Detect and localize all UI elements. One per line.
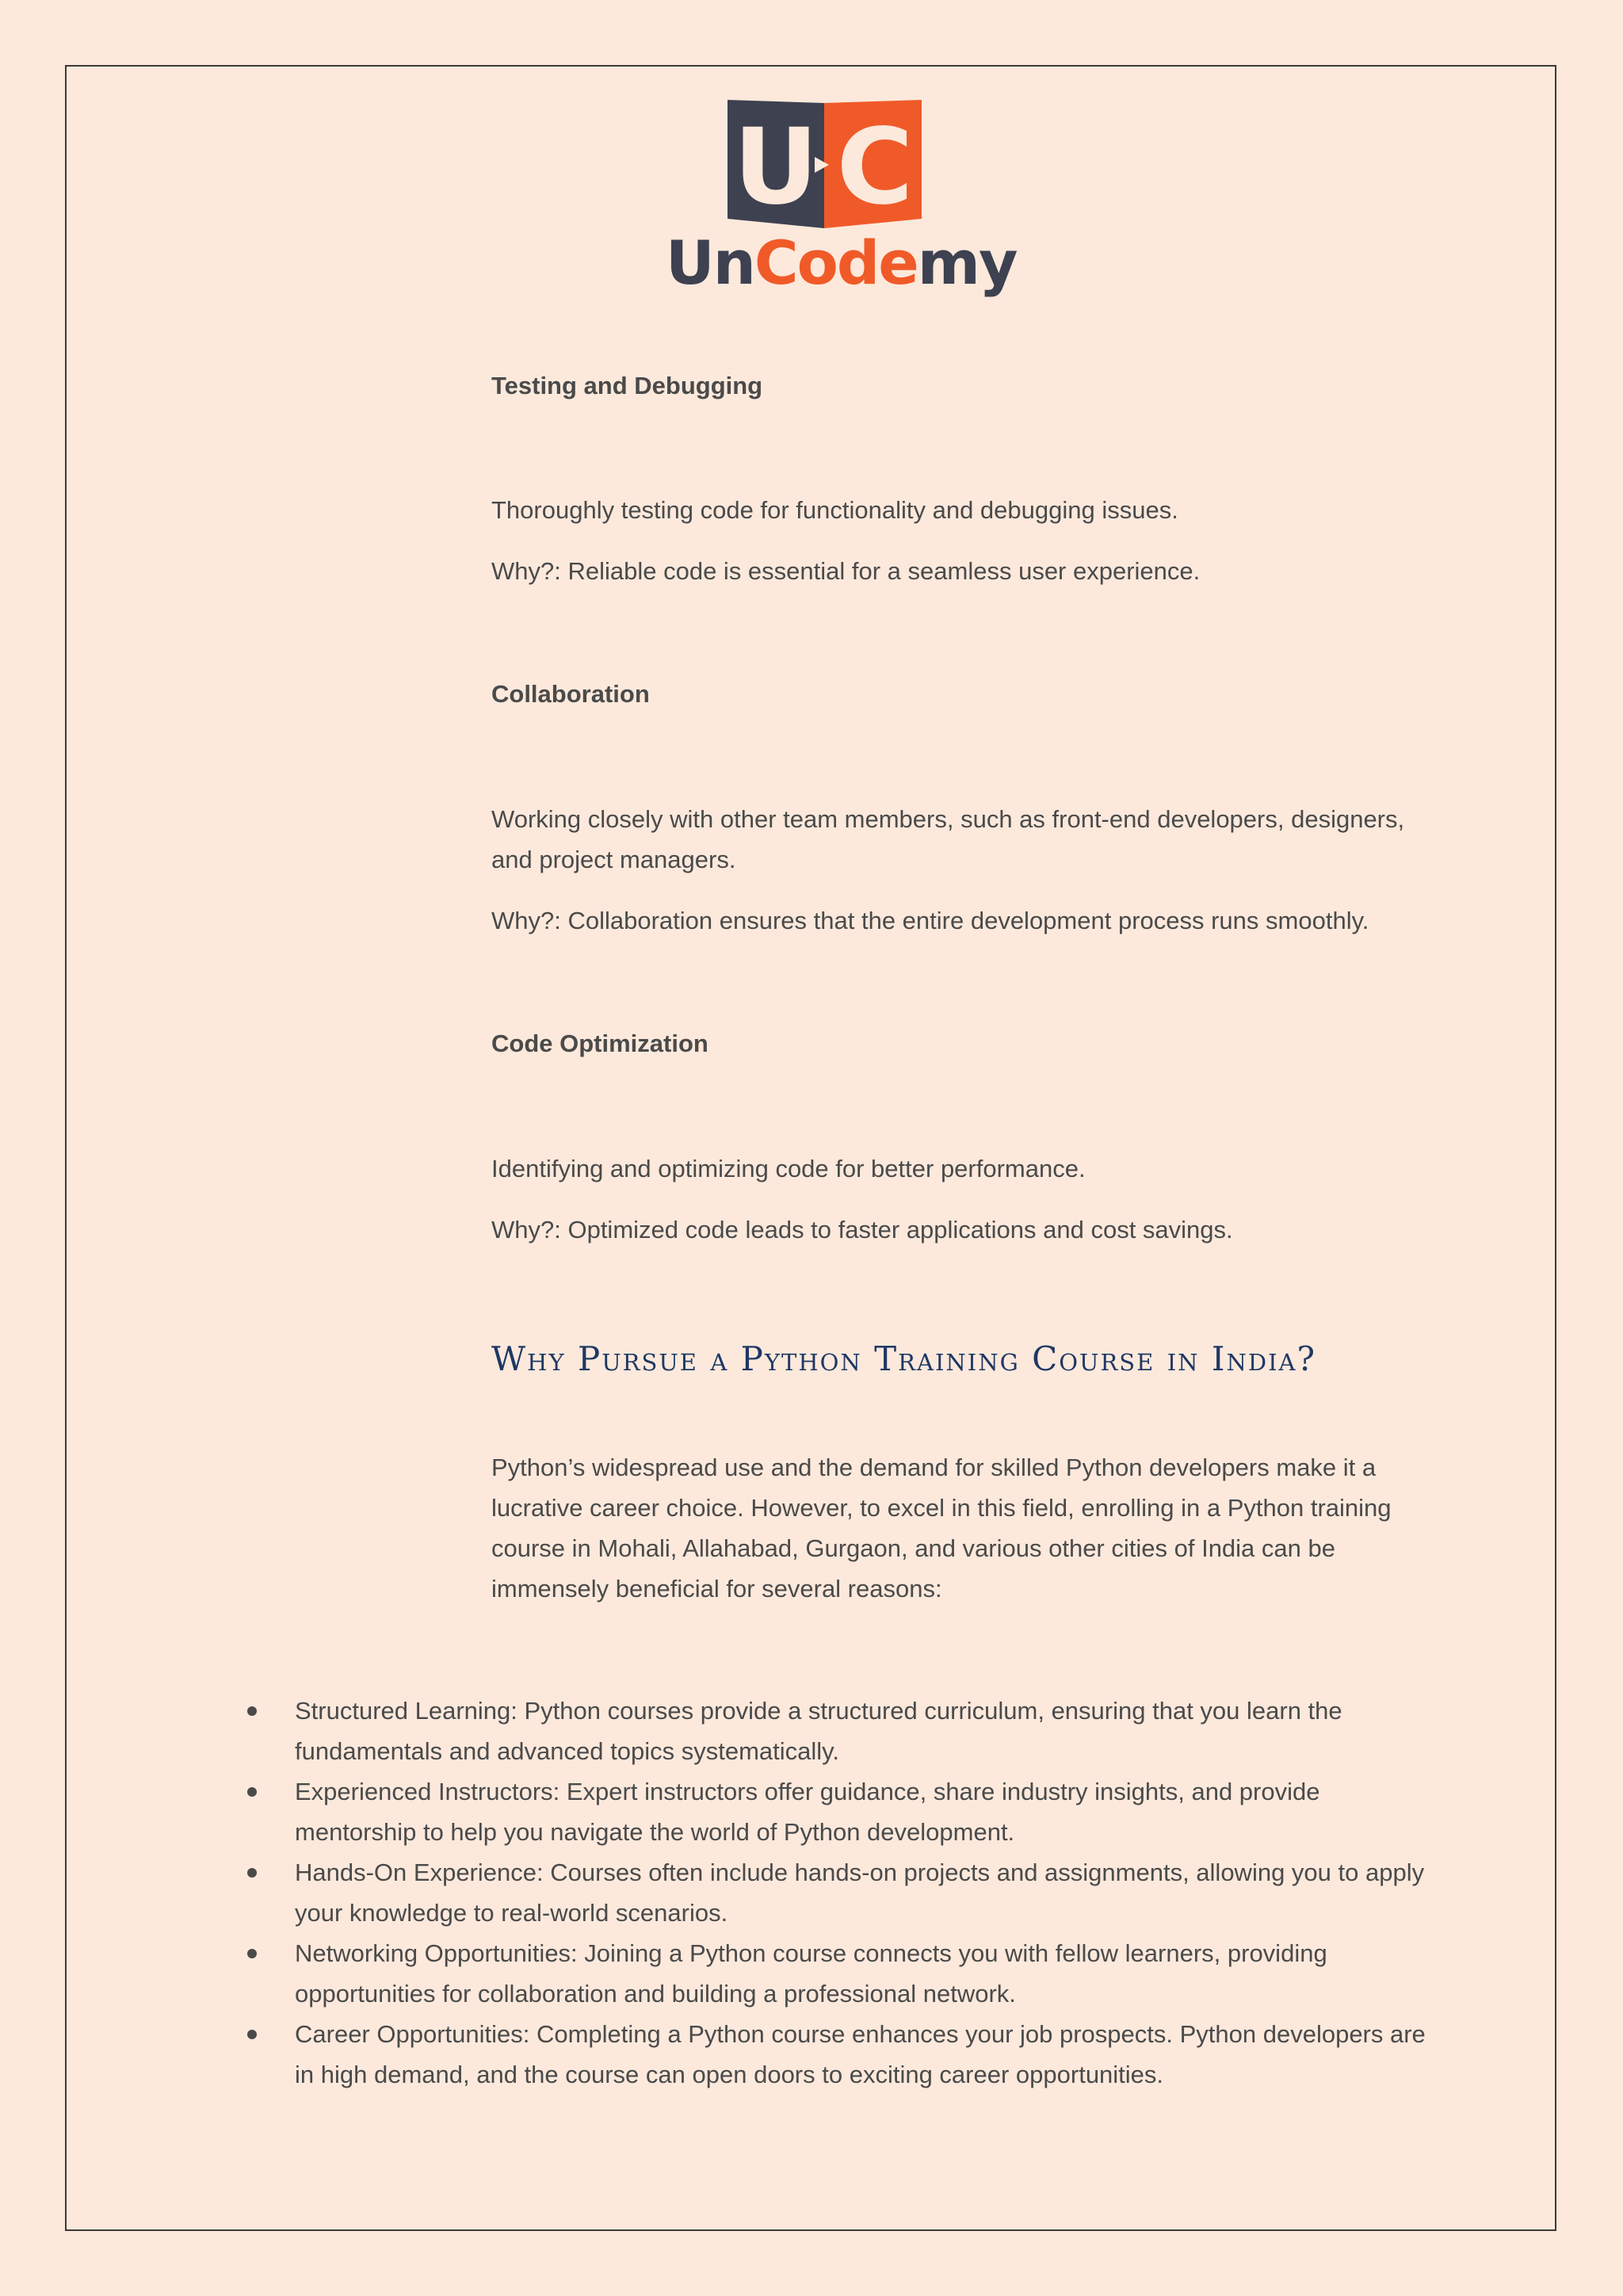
- logo-wordmark: [666, 227, 1017, 298]
- section-why-collaboration: Why?: Collaboration ensures that the entire development process runs smoothly.: [491, 907, 1369, 934]
- list-item-text: Networking Opportunities: Joining a Python course connects you with fellow learners, providing opportunities for collaboration and building a professional network.: [295, 1939, 1327, 2008]
- bullet-icon: [247, 1949, 257, 1958]
- list-item-text: Career Opportunities: Completing a Python course enhances your job prospects. Python developers are in high demand, and the course can open doors to exciting career opportunities.: [295, 2020, 1426, 2088]
- list-item-text: Hands-On Experience: Courses often include hands-on projects and assignments, allowing you to apply your knowledge to real-world scenarios.: [295, 1859, 1425, 1927]
- reasons-list: [238, 1690, 1442, 2095]
- logo-word-code: Code: [754, 227, 918, 298]
- list-item: [238, 1690, 1442, 1771]
- section-title-testing: Testing and Debugging: [491, 372, 763, 399]
- section-heading: Why Pursue a Python Training Course in India?: [491, 1339, 1317, 1378]
- section-title-collaboration: Collaboration: [491, 680, 650, 708]
- list-item: [238, 1771, 1442, 1852]
- list-item-text: Structured Learning: Python courses provide a structured curriculum, ensuring that you learn the fundamentals and advanced topics systematically.: [295, 1697, 1342, 1765]
- list-item: [238, 2014, 1442, 2095]
- section-description-collaboration: Working closely with other team members, such as front-end developers, designers, and project managers.: [491, 805, 1405, 873]
- intro-paragraph: Python’s widespread use and the demand for skilled Python developers make it a lucrative career choice. However, to excel in this field, enrolling in a Python training course in Mohali, Allahabad, Gurgaon, and various other cities of India can be immensely beneficial for several reasons:: [491, 1454, 1392, 1603]
- bullet-icon: [247, 2030, 257, 2039]
- bullet-icon: [247, 1868, 257, 1878]
- section-why-optimization: Why?: Optimized code leads to faster applications and cost savings.: [491, 1216, 1233, 1244]
- section-title-optimization: Code Optimization: [491, 1030, 708, 1057]
- uncodemy-logo: [666, 100, 1017, 306]
- uc-logo-mark: [727, 100, 922, 228]
- section-description-optimization: Identifying and optimizing code for better performance.: [491, 1155, 1086, 1182]
- list-item: [238, 1933, 1442, 2014]
- bullet-icon: [247, 1706, 257, 1716]
- logo-word-my: my: [917, 227, 1017, 298]
- logo-letter-right: C: [836, 106, 914, 228]
- logo-letter-left: U: [733, 106, 819, 228]
- section-why-testing: Why?: Reliable code is essential for a seamless user experience.: [491, 557, 1201, 585]
- section-description-testing: Thoroughly testing code for functionality and debugging issues.: [491, 496, 1178, 524]
- list-item-text: Experienced Instructors: Expert instructors offer guidance, share industry insights, and provide mentorship to help you navigate the world of Python development.: [295, 1778, 1320, 1846]
- list-item: [238, 1852, 1442, 1933]
- logo-word-un: Un: [666, 227, 754, 298]
- bullet-icon: [247, 1787, 257, 1797]
